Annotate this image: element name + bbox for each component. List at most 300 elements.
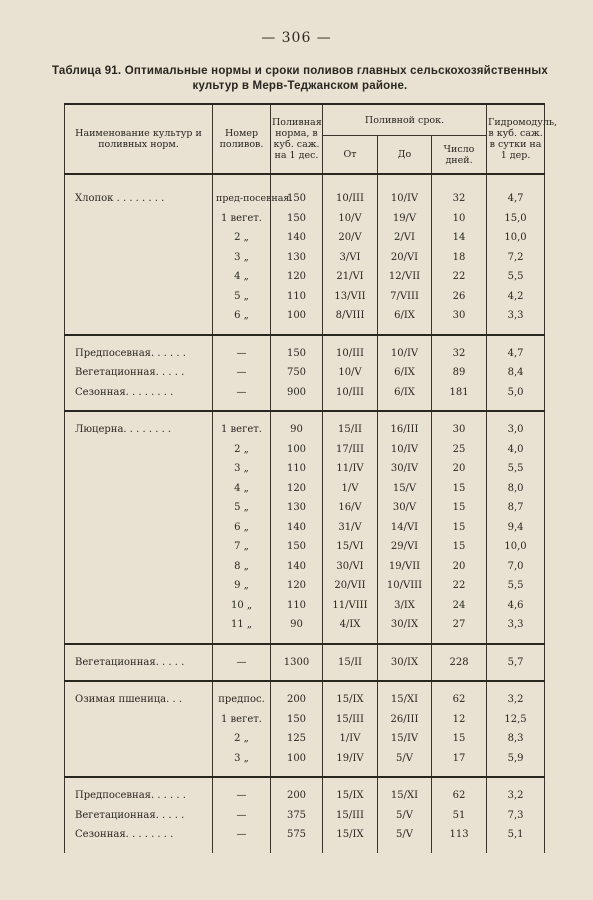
- cell-from: 15/II: [323, 653, 378, 673]
- cell-name: Хлопок . . . . . . . .: [65, 189, 213, 209]
- cell-number: пред-посевная.: [213, 189, 271, 209]
- spacer-cell: [323, 681, 378, 690]
- spacer-cell: [432, 411, 487, 420]
- cell-number: 7 „: [213, 537, 271, 557]
- spacer-cell: [213, 411, 271, 420]
- cell-norm: 150: [271, 710, 323, 730]
- cell-number: 6 „: [213, 518, 271, 538]
- spacer-cell: [271, 672, 323, 681]
- spacer-cell: [65, 411, 213, 420]
- spacer-cell: [65, 174, 213, 189]
- cell-name: Вегетационная. . . . .: [65, 806, 213, 826]
- spacer-cell: [487, 335, 545, 344]
- table-row: [65, 228, 545, 248]
- spacer-cell: [271, 411, 323, 420]
- spacer-cell: [432, 644, 487, 653]
- cell-from: 1/V: [323, 479, 378, 499]
- cell-norm: 150: [271, 344, 323, 364]
- cell-from: 15/VI: [323, 537, 378, 557]
- cell-to: 5/V: [378, 825, 432, 845]
- spacer-cell: [65, 672, 213, 681]
- cell-modulus: 5,5: [487, 459, 545, 479]
- cell-number: —: [213, 806, 271, 826]
- cell-days: 24: [432, 596, 487, 616]
- cell-norm: 110: [271, 596, 323, 616]
- cell-from: 10/III: [323, 383, 378, 403]
- cell-from: 4/IX: [323, 615, 378, 635]
- cell-number: —: [213, 786, 271, 806]
- header-days: Число дней.: [432, 136, 487, 175]
- cell-modulus: 8,3: [487, 729, 545, 749]
- cell-modulus: 5,5: [487, 576, 545, 596]
- table-row: [65, 498, 545, 518]
- cell-from: 21/VI: [323, 267, 378, 287]
- spacer-cell: [65, 635, 213, 644]
- cell-number: 2 „: [213, 729, 271, 749]
- table-header: [65, 104, 558, 174]
- group-spacer: [65, 845, 545, 853]
- spacer-cell: [487, 174, 545, 189]
- cell-to: 30/V: [378, 498, 432, 518]
- cell-to: 10/IV: [378, 344, 432, 364]
- cell-name: Вегетационная. . . . .: [65, 363, 213, 383]
- spacer-cell: [213, 174, 271, 189]
- cell-norm: 375: [271, 806, 323, 826]
- spacer-cell: [487, 402, 545, 411]
- spacer-cell: [213, 672, 271, 681]
- cell-to: 6/IX: [378, 306, 432, 326]
- spacer-cell: [323, 644, 378, 653]
- spacer-cell: [213, 768, 271, 777]
- cell-days: 22: [432, 576, 487, 596]
- spacer-cell: [378, 672, 432, 681]
- cell-from: 10/III: [323, 344, 378, 364]
- cell-modulus: 3,2: [487, 690, 545, 710]
- spacer-cell: [432, 174, 487, 189]
- cell-to: 15/XI: [378, 690, 432, 710]
- cell-name: [65, 267, 213, 287]
- header-from: От: [323, 136, 378, 175]
- cell-modulus: 3,2: [487, 786, 545, 806]
- cell-modulus: 7,0: [487, 557, 545, 577]
- cell-modulus: 5,1: [487, 825, 545, 845]
- cell-modulus: 9,4: [487, 518, 545, 538]
- cell-modulus: 3,0: [487, 420, 545, 440]
- cell-to: 29/VI: [378, 537, 432, 557]
- cell-to: 6/IX: [378, 363, 432, 383]
- spacer-cell: [378, 635, 432, 644]
- spacer-cell: [213, 845, 271, 853]
- spacer-cell: [432, 635, 487, 644]
- table-row: [65, 653, 545, 673]
- cell-number: 2 „: [213, 440, 271, 460]
- cell-to: 10/IV: [378, 189, 432, 209]
- cell-days: 30: [432, 420, 487, 440]
- cell-number: 6 „: [213, 306, 271, 326]
- cell-modulus: 12,5: [487, 710, 545, 730]
- cell-to: 15/XI: [378, 786, 432, 806]
- spacer-cell: [487, 845, 545, 853]
- spacer-cell: [432, 845, 487, 853]
- cell-norm: 100: [271, 306, 323, 326]
- spacer-cell: [271, 326, 323, 335]
- spacer-cell: [213, 635, 271, 644]
- cell-modulus: 5,5: [487, 267, 545, 287]
- cell-norm: 1300: [271, 653, 323, 673]
- spacer-cell: [378, 845, 432, 853]
- cell-norm: 100: [271, 440, 323, 460]
- table-caption: [40, 64, 560, 94]
- cell-name: [65, 710, 213, 730]
- cell-days: 22: [432, 267, 487, 287]
- spacer-cell: [487, 672, 545, 681]
- spacer-cell: [271, 174, 323, 189]
- cell-to: 10/VIII: [378, 576, 432, 596]
- spacer-cell: [378, 402, 432, 411]
- spacer-cell: [271, 845, 323, 853]
- cell-modulus: 5,0: [487, 383, 545, 403]
- table-row: [65, 749, 545, 769]
- group-spacer: [65, 644, 545, 653]
- cell-from: 20/V: [323, 228, 378, 248]
- spacer-cell: [378, 777, 432, 786]
- header-to: До: [378, 136, 432, 175]
- spacer-cell: [65, 335, 213, 344]
- cell-modulus: 4,7: [487, 189, 545, 209]
- cell-modulus: 15,0: [487, 209, 545, 229]
- cell-number: —: [213, 825, 271, 845]
- cell-name: Предпосевная. . . . . .: [65, 786, 213, 806]
- table-row: [65, 306, 545, 326]
- cell-name: [65, 209, 213, 229]
- cell-modulus: 5,7: [487, 653, 545, 673]
- cell-to: 3/IX: [378, 596, 432, 616]
- cell-from: 15/IX: [323, 825, 378, 845]
- spacer-cell: [271, 635, 323, 644]
- table-row: [65, 344, 545, 364]
- cell-number: 9 „: [213, 576, 271, 596]
- table-row: [65, 189, 545, 209]
- group-spacer: [65, 768, 545, 777]
- cell-norm: 150: [271, 209, 323, 229]
- cell-to: 30/IX: [378, 653, 432, 673]
- header-modulus: Гидромодуль, в куб. саж. в сутки на 1 дер.: [487, 104, 545, 174]
- cell-name: [65, 596, 213, 616]
- cell-modulus: 8,4: [487, 363, 545, 383]
- cell-number: 11 „: [213, 615, 271, 635]
- spacer-cell: [432, 402, 487, 411]
- spacer-cell: [271, 335, 323, 344]
- cell-to: 16/III: [378, 420, 432, 440]
- cell-modulus: 4,2: [487, 287, 545, 307]
- cell-days: 17: [432, 749, 487, 769]
- cell-to: 15/IV: [378, 729, 432, 749]
- cell-modulus: 3,3: [487, 615, 545, 635]
- spacer-cell: [432, 326, 487, 335]
- cell-days: 62: [432, 786, 487, 806]
- cell-from: 30/VI: [323, 557, 378, 577]
- cell-modulus: 10,0: [487, 228, 545, 248]
- header-period: Поливной срок.: [323, 104, 487, 136]
- spacer-cell: [271, 681, 323, 690]
- cell-days: 10: [432, 209, 487, 229]
- cell-from: 8/VIII: [323, 306, 378, 326]
- cell-name: [65, 306, 213, 326]
- cell-days: 15: [432, 729, 487, 749]
- cell-days: 14: [432, 228, 487, 248]
- cell-norm: 575: [271, 825, 323, 845]
- group-spacer: [65, 777, 545, 786]
- cell-days: 20: [432, 459, 487, 479]
- cell-name: [65, 518, 213, 538]
- group-spacer: [65, 672, 545, 681]
- cell-days: 181: [432, 383, 487, 403]
- spacer-cell: [213, 777, 271, 786]
- cell-days: 32: [432, 344, 487, 364]
- header-name: Наименование культур и поливных норм.: [65, 104, 213, 174]
- cell-name: Озимая пшеница. . .: [65, 690, 213, 710]
- cell-from: 10/V: [323, 363, 378, 383]
- spacer-cell: [65, 326, 213, 335]
- cell-norm: 150: [271, 537, 323, 557]
- cell-number: 1 вегет.: [213, 710, 271, 730]
- table-row: [65, 287, 545, 307]
- cell-from: 11/IV: [323, 459, 378, 479]
- cell-norm: 90: [271, 420, 323, 440]
- cell-days: 32: [432, 189, 487, 209]
- cell-norm: 200: [271, 786, 323, 806]
- cell-norm: 130: [271, 498, 323, 518]
- cell-norm: 100: [271, 749, 323, 769]
- cell-norm: 130: [271, 248, 323, 268]
- spacer-cell: [323, 326, 378, 335]
- cell-number: 3 „: [213, 248, 271, 268]
- cell-number: 4 „: [213, 267, 271, 287]
- cell-name: [65, 459, 213, 479]
- cell-number: 2 „: [213, 228, 271, 248]
- cell-to: 14/VI: [378, 518, 432, 538]
- spacer-cell: [323, 768, 378, 777]
- cell-name: [65, 498, 213, 518]
- table-row: [65, 383, 545, 403]
- spacer-cell: [323, 672, 378, 681]
- table-body: [65, 174, 545, 853]
- spacer-cell: [213, 644, 271, 653]
- cell-to: 7/VIII: [378, 287, 432, 307]
- spacer-cell: [213, 681, 271, 690]
- cell-name: Сезонная. . . . . . . .: [65, 383, 213, 403]
- cell-number: —: [213, 383, 271, 403]
- cell-norm: 140: [271, 228, 323, 248]
- cell-to: 30/IX: [378, 615, 432, 635]
- spacer-cell: [213, 335, 271, 344]
- cell-modulus: 7,2: [487, 248, 545, 268]
- cell-to: 30/IV: [378, 459, 432, 479]
- spacer-cell: [432, 335, 487, 344]
- cell-name: Вегетационная. . . . .: [65, 653, 213, 673]
- cell-days: 15: [432, 537, 487, 557]
- cell-name: Люцерна. . . . . . . .: [65, 420, 213, 440]
- cell-to: 19/VII: [378, 557, 432, 577]
- table-row: [65, 209, 545, 229]
- cell-norm: 120: [271, 576, 323, 596]
- table-row: [65, 690, 545, 710]
- cell-number: —: [213, 363, 271, 383]
- cell-norm: 750: [271, 363, 323, 383]
- cell-name: [65, 287, 213, 307]
- cell-name: [65, 440, 213, 460]
- cell-days: 62: [432, 690, 487, 710]
- cell-norm: 120: [271, 479, 323, 499]
- spacer-cell: [487, 681, 545, 690]
- cell-from: 19/IV: [323, 749, 378, 769]
- cell-from: 15/II: [323, 420, 378, 440]
- spacer-cell: [378, 768, 432, 777]
- cell-norm: 900: [271, 383, 323, 403]
- group-spacer: [65, 174, 545, 189]
- cell-name: Сезонная. . . . . . . .: [65, 825, 213, 845]
- cell-norm: 125: [271, 729, 323, 749]
- spacer-cell: [487, 411, 545, 420]
- spacer-cell: [487, 777, 545, 786]
- cell-from: 16/V: [323, 498, 378, 518]
- cell-from: 10/III: [323, 189, 378, 209]
- cell-from: 15/IX: [323, 690, 378, 710]
- spacer-cell: [65, 777, 213, 786]
- cell-modulus: 3,3: [487, 306, 545, 326]
- table-row: [65, 459, 545, 479]
- table-row: [65, 248, 545, 268]
- cell-days: 26: [432, 287, 487, 307]
- cell-norm: 110: [271, 459, 323, 479]
- cell-number: —: [213, 344, 271, 364]
- cell-name: [65, 576, 213, 596]
- cell-days: 15: [432, 479, 487, 499]
- cell-name: [65, 615, 213, 635]
- table-row: [65, 596, 545, 616]
- group-spacer: [65, 402, 545, 411]
- page-number: — 306 —: [261, 30, 332, 46]
- group-spacer: [65, 335, 545, 344]
- cell-name: [65, 248, 213, 268]
- spacer-cell: [323, 777, 378, 786]
- table-row: [65, 729, 545, 749]
- cell-name: [65, 749, 213, 769]
- table-row: [65, 363, 545, 383]
- cell-modulus: 10,0: [487, 537, 545, 557]
- table-row: [65, 806, 545, 826]
- cell-from: 31/V: [323, 518, 378, 538]
- table-row: [65, 267, 545, 287]
- cell-norm: 140: [271, 518, 323, 538]
- spacer-cell: [432, 768, 487, 777]
- group-spacer: [65, 411, 545, 420]
- cell-days: 12: [432, 710, 487, 730]
- cell-from: 3/VI: [323, 248, 378, 268]
- cell-norm: 90: [271, 615, 323, 635]
- cell-number: 5 „: [213, 287, 271, 307]
- spacer-cell: [65, 644, 213, 653]
- cell-days: 89: [432, 363, 487, 383]
- cell-to: 6/IX: [378, 383, 432, 403]
- cell-from: 11/VIII: [323, 596, 378, 616]
- spacer-cell: [378, 335, 432, 344]
- spacer-cell: [378, 411, 432, 420]
- group-spacer: [65, 681, 545, 690]
- spacer-cell: [323, 335, 378, 344]
- spacer-cell: [323, 402, 378, 411]
- cell-to: 26/III: [378, 710, 432, 730]
- cell-from: 15/III: [323, 710, 378, 730]
- table-row: [65, 518, 545, 538]
- spacer-cell: [378, 681, 432, 690]
- cell-from: 10/V: [323, 209, 378, 229]
- irrigation-table: [64, 103, 558, 853]
- cell-modulus: 4,7: [487, 344, 545, 364]
- spacer-cell: [323, 845, 378, 853]
- spacer-cell: [487, 768, 545, 777]
- spacer-cell: [378, 174, 432, 189]
- spacer-cell: [65, 402, 213, 411]
- cell-days: 18: [432, 248, 487, 268]
- spacer-cell: [487, 326, 545, 335]
- cell-to: 2/VI: [378, 228, 432, 248]
- spacer-cell: [65, 845, 213, 853]
- spacer-cell: [487, 644, 545, 653]
- spacer-cell: [432, 672, 487, 681]
- cell-to: 10/IV: [378, 440, 432, 460]
- spacer-cell: [271, 768, 323, 777]
- header-norm: Поливная норма, в куб. саж. на 1 дес.: [271, 104, 323, 174]
- cell-norm: 200: [271, 690, 323, 710]
- cell-from: 17/III: [323, 440, 378, 460]
- spacer-cell: [323, 635, 378, 644]
- cell-days: 228: [432, 653, 487, 673]
- spacer-cell: [65, 681, 213, 690]
- cell-modulus: 7,3: [487, 806, 545, 826]
- cell-to: 5/V: [378, 806, 432, 826]
- table-row: [65, 420, 545, 440]
- table-row: [65, 710, 545, 730]
- table-row: [65, 557, 545, 577]
- spacer-cell: [65, 768, 213, 777]
- cell-to: 20/VI: [378, 248, 432, 268]
- spacer-cell: [271, 777, 323, 786]
- cell-name: [65, 537, 213, 557]
- cell-modulus: 5,9: [487, 749, 545, 769]
- cell-number: 8 „: [213, 557, 271, 577]
- cell-days: 51: [432, 806, 487, 826]
- cell-days: 20: [432, 557, 487, 577]
- table-row: [65, 576, 545, 596]
- cell-number: 3 „: [213, 749, 271, 769]
- cell-number: 10 „: [213, 596, 271, 616]
- cell-name: [65, 479, 213, 499]
- header-number: Номер поливов.: [213, 104, 271, 174]
- spacer-cell: [432, 777, 487, 786]
- group-spacer: [65, 326, 545, 335]
- table-row: [65, 825, 545, 845]
- spacer-cell: [323, 411, 378, 420]
- cell-to: 19/V: [378, 209, 432, 229]
- cell-to: 12/VII: [378, 267, 432, 287]
- spacer-cell: [487, 635, 545, 644]
- caption-line-2: культур в Мерв-Теджанском районе.: [192, 80, 408, 92]
- table-row: [65, 440, 545, 460]
- cell-number: 1 вегет.: [213, 420, 271, 440]
- spacer-cell: [323, 174, 378, 189]
- cell-from: 15/IX: [323, 786, 378, 806]
